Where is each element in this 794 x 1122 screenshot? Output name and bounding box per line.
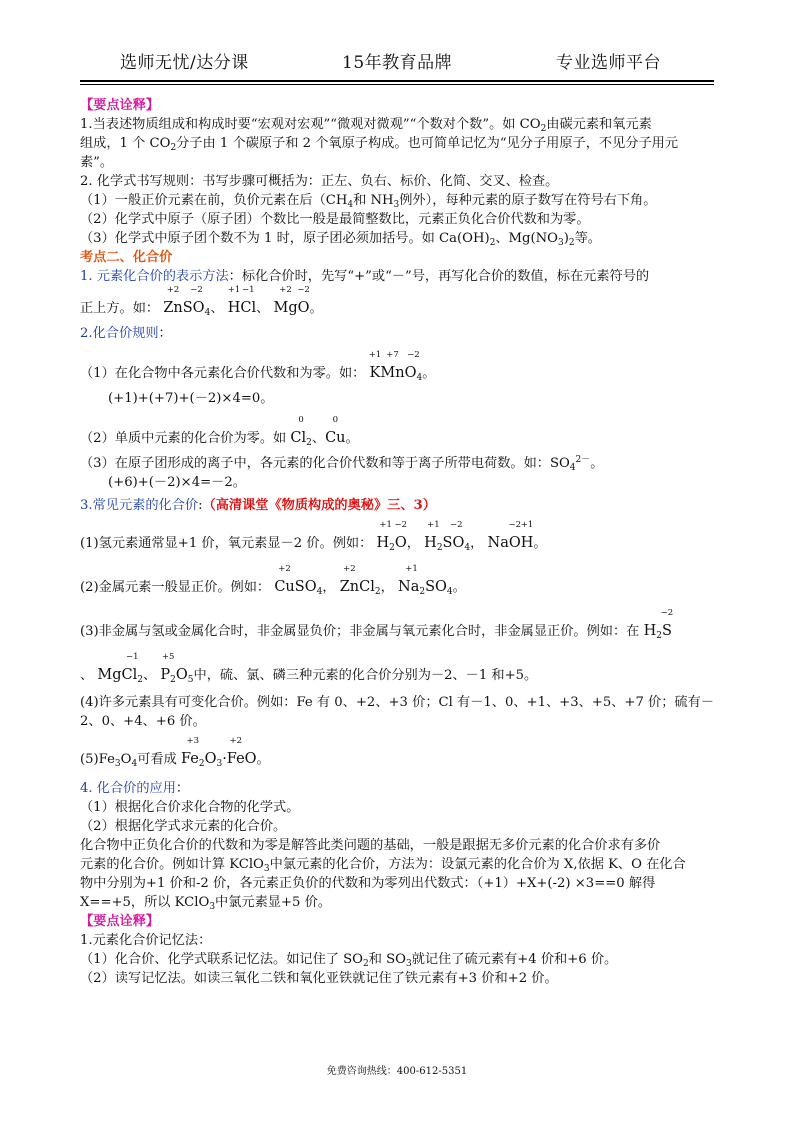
header-right: 专业选师平台: [556, 53, 661, 73]
header-rule-thick: [80, 80, 714, 82]
paragraph-line: 3.常见元素的化合价:（高清课堂《物质构成的奥秘》三、3）: [80, 498, 436, 513]
paragraph-line: (+6)+(－2)×4=－2。: [108, 475, 246, 490]
document-body: [80, 96, 714, 988]
formula-line: (1)氢元素通常显+1 价，氧元素显－2 价。例如： $H_2$ +1 O −2 ， $H_2$ +1 $SO_4$ −2 ， NaO −2 H +1 。: [80, 520, 547, 553]
formula-line: （2）单质中元素的化合价为零。如 $Cl_2$ 0 、Cu 0 。: [80, 415, 359, 448]
formula-line: $(5)Fe_3O_4$可看成 $Fe_2$ +3 $O_3\cdot Fe$ +2 O。: [80, 736, 270, 769]
formula-line: 正上方。如： Zn +2 $SO_4$ −2 、 H +1 Cl −1 、 Mg +2 O −2 。: [80, 285, 323, 318]
paragraph-line: （3）在原子团形成的离子中，各元素的化合价代数和等于离子所带电荷数。如：$SO_4^{2-}$。: [80, 455, 604, 473]
formula-line: （1）在化合物中各元素化合价代数和为零。如： K +1 Mn +7 $O_4$ −2 。: [80, 350, 436, 383]
paragraph-line: 2. 化学式书写规则：书写步骤可概括为：正左、负右、标价、化简、交叉、检查。: [80, 174, 559, 189]
paragraph-line: 元素的化合价。例如计算 KClO$_3$中氯元素的化合价，方法为：设氯元素的化合价为 X,依据 K、O 在化合: [80, 857, 686, 874]
section-heading: 考点二、化合价: [80, 250, 173, 265]
paragraph-line: (+1)+(+7)+(－2)×4=0。: [108, 391, 274, 406]
paragraph-line: 2.化合价规则：: [80, 326, 172, 341]
paragraph-line: 素”。: [80, 155, 114, 170]
section-tag: 【要点诠释】: [80, 914, 160, 929]
paragraph-line: 2、0、+4、+6 价。: [80, 714, 206, 729]
formula-line: 、 MgCl$_2$ −1 、 $P_2$ +5 $O_5$中，硫、氯、磷三种元素的化合价分别为－2、－1 和+5。: [80, 652, 538, 685]
paragraph-line: 4. 化合价的应用：: [80, 781, 190, 796]
paragraph-line: X==+5，所以 KClO$_3$中氯元素显+5 价。: [80, 895, 331, 912]
paragraph-line: 1. 元素化合价的表示方法：标化合价时，先写“+”或“－”号，再写化合价的数值，标在元素符号的: [80, 269, 650, 284]
section-tag: 【要点诠释】: [80, 98, 160, 113]
paragraph-line: （2）根据化学式求元素的化合价。: [80, 819, 287, 834]
formula-line: (3)非金属与氢或金属化合时，非金属显负价；非金属与氧元素化合时，非金属显正价。例如：在 $H_2S$ −2: [80, 608, 674, 641]
paragraph-line: （2）读写记忆法。如读三氧化二铁和氧化亚铁就记住了铁元素有+3 价和+2 价。: [80, 971, 558, 986]
header-left: 选师无忧/达分课: [120, 53, 249, 73]
paragraph-line: 1.当表述物质组成和构成时要“宏观对宏观”“微观对微观”“个数对个数”。如 $CO_2$由碳元素和氧元素: [80, 117, 652, 134]
paragraph-line: （1）化合价、化学式联系记忆法。如记住了 $SO_2$和 $SO_3$就记住了硫元素有+4 价和+6 价。: [80, 952, 618, 969]
paragraph-line: （1）一般正价元素在前，负价元素在后（$CH_4$和 $NH_3$例外），每种元素的原子数写在符号右下角。: [80, 193, 657, 210]
header-rule-thin: [80, 84, 714, 85]
paragraph-line: 物中分别为+1 价和-2 价，各元素正负价的代数和为零列出代数式：（+1）+X+(-2) ×3==0 解得: [80, 876, 656, 891]
formula-line: (2)金属元素一般显正价。例如： Cu +2 $SO_4$， Zn +2 $Cl_2$， $Na_2$ +1 $SO_4$。: [80, 564, 466, 597]
page-header: [80, 48, 714, 74]
footer-hotline: 免费咨询热线：400-612-5351: [326, 1066, 468, 1077]
paragraph-line: 化合物中正负化合价的代数和为零是解答此类问题的基础，一般是跟据无多价元素的化合价求有多价: [80, 838, 661, 853]
paragraph-line: （3）化学式中原子团个数不为 1 时，原子团必须加括号。如 $Ca(OH)_2$、$Mg(NO_3)_2$等。: [80, 231, 601, 248]
paragraph-line: 1.元素化合价记忆法：: [80, 933, 212, 948]
header-center: 15年教育品牌: [342, 53, 453, 73]
paragraph-line: （2）化学式中原子（原子团）个数比一般是最简整数比，元素正负化合价代数和为零。: [80, 212, 590, 227]
paragraph-line: (4)许多元素具有可变化合价。例如：Fe 有 0、+2、+3 价；Cl 有－1、0、+1、+3、+5、+7 价；硫有－: [80, 695, 714, 710]
paragraph-line: （1）根据化合价求化合物的化学式。: [80, 800, 300, 815]
paragraph-line: 组成，1 个 $CO_2$分子由 1 个碳原子和 2 个氧原子构成。也可简单记忆为“见分子用原子，不见分子用元: [80, 136, 679, 153]
